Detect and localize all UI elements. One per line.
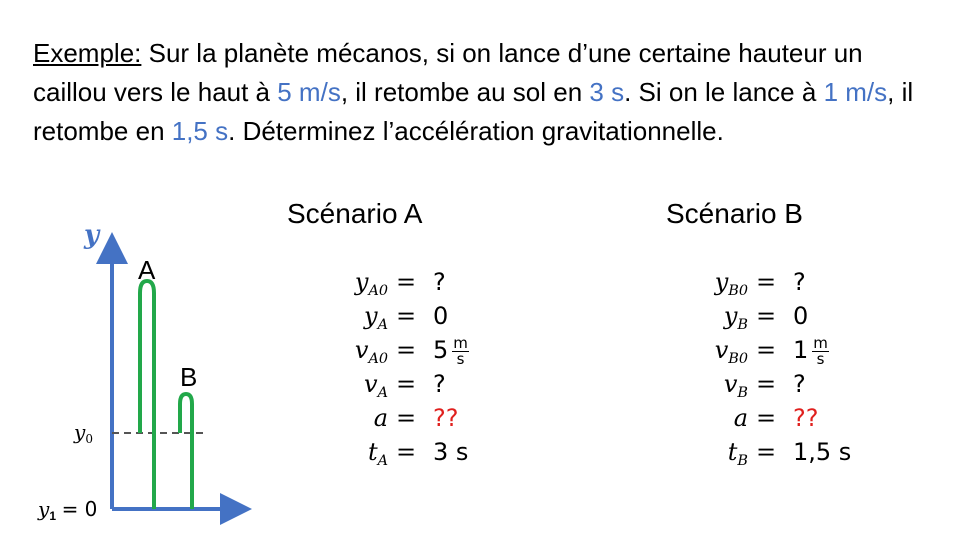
y-axis-label: y — [84, 220, 100, 250]
scenario-b-equation-row — [660, 401, 860, 435]
scenario-a-equations — [300, 265, 500, 475]
scenario-b-equation-row — [660, 265, 860, 299]
equals-sign: = — [396, 370, 417, 398]
variable-value: ? — [433, 268, 446, 296]
scenario-a-equation-row — [300, 299, 500, 333]
variable-name: $v_{B0}$ — [714, 336, 748, 368]
scenario-a-equation-row — [300, 367, 500, 401]
variable-name: $t_B$ — [727, 438, 748, 470]
problem-text-2: , il retombe au sol en — [340, 77, 590, 107]
equals-sign: = — [756, 302, 777, 330]
equals-sign: = — [756, 370, 777, 398]
equals-sign: = — [396, 302, 417, 330]
time-a: 3 s — [589, 77, 625, 107]
example-label: Exemple: — [33, 38, 142, 68]
scenario-a-equation-row — [300, 265, 500, 299]
equals-sign: = — [756, 438, 777, 466]
variable-name: $y_B$ — [723, 302, 748, 334]
variable-name: a — [373, 404, 388, 432]
scenario-b-equation-row — [660, 435, 860, 469]
problem-text-3: . Si on le lance à — [624, 77, 824, 107]
y1-label: $y_1 = 0$ — [38, 497, 98, 524]
variable-value: ?? — [793, 404, 819, 432]
scenario-a-equation-row — [300, 435, 500, 469]
variable-value: ? — [793, 268, 806, 296]
variable-name: $v_A$ — [364, 370, 388, 402]
variable-value: 1,5 s — [793, 438, 852, 466]
equals-sign: = — [396, 404, 417, 432]
equals-sign: = — [396, 438, 417, 466]
speed-b: 1 m/s — [823, 77, 888, 107]
equals-sign: = — [396, 336, 417, 364]
variable-name: $y_A$ — [364, 302, 388, 334]
scenario-a-equation-row — [300, 333, 500, 367]
equals-sign: = — [756, 404, 777, 432]
variable-value: 5 $\frac{m}{s}$ — [433, 333, 468, 368]
equals-sign: = — [396, 268, 417, 296]
equals-sign: = — [756, 336, 777, 364]
time-b: 1,5 s — [171, 116, 229, 146]
unit-fraction: $\frac{m}{s}$ — [813, 333, 828, 368]
problem-text-1: Sur la planète mécanos, si on lance d’une certaine hauteur un caillou vers le haut à — [33, 38, 863, 107]
problem-text-4: , il retombe en — [33, 77, 914, 146]
variable-name: a — [733, 404, 748, 432]
scenario-b-equation-row — [660, 333, 860, 367]
variable-name: $t_A$ — [367, 438, 388, 470]
unit-fraction: $\frac{m}{s}$ — [453, 333, 468, 368]
variable-value: 1 $\frac{m}{s}$ — [793, 333, 828, 368]
variable-name: $v_{A0}$ — [354, 336, 388, 368]
label-a: A — [138, 255, 156, 285]
variable-name: $y_{B0}$ — [714, 268, 748, 300]
problem-text-5: . Déterminez l’accélération gravitationnelle. — [228, 116, 724, 146]
variable-name: $v_B$ — [723, 370, 748, 402]
speed-a: 5 m/s — [277, 77, 341, 107]
variable-value: ? — [793, 370, 806, 398]
variable-value: 0 — [793, 302, 809, 330]
label-b: B — [180, 362, 198, 392]
scenario-b-title: Scénario B — [666, 198, 803, 229]
variable-value: 3 s — [433, 438, 469, 466]
equals-sign: = — [756, 268, 777, 296]
scenario-b-equation-row — [660, 367, 860, 401]
scenario-a-equation-row — [300, 401, 500, 435]
y0-label: $y_0$ — [74, 420, 93, 447]
scenario-b-equation-row — [660, 299, 860, 333]
variable-value: ? — [433, 370, 446, 398]
variable-value: 0 — [433, 302, 449, 330]
variable-name: $y_{A0}$ — [354, 268, 388, 300]
scenario-b-equations — [660, 265, 860, 475]
variable-value: ?? — [433, 404, 459, 432]
scenario-a-title: Scénario A — [287, 198, 423, 229]
trajectory-a — [140, 281, 154, 509]
trajectory-b — [180, 394, 192, 509]
